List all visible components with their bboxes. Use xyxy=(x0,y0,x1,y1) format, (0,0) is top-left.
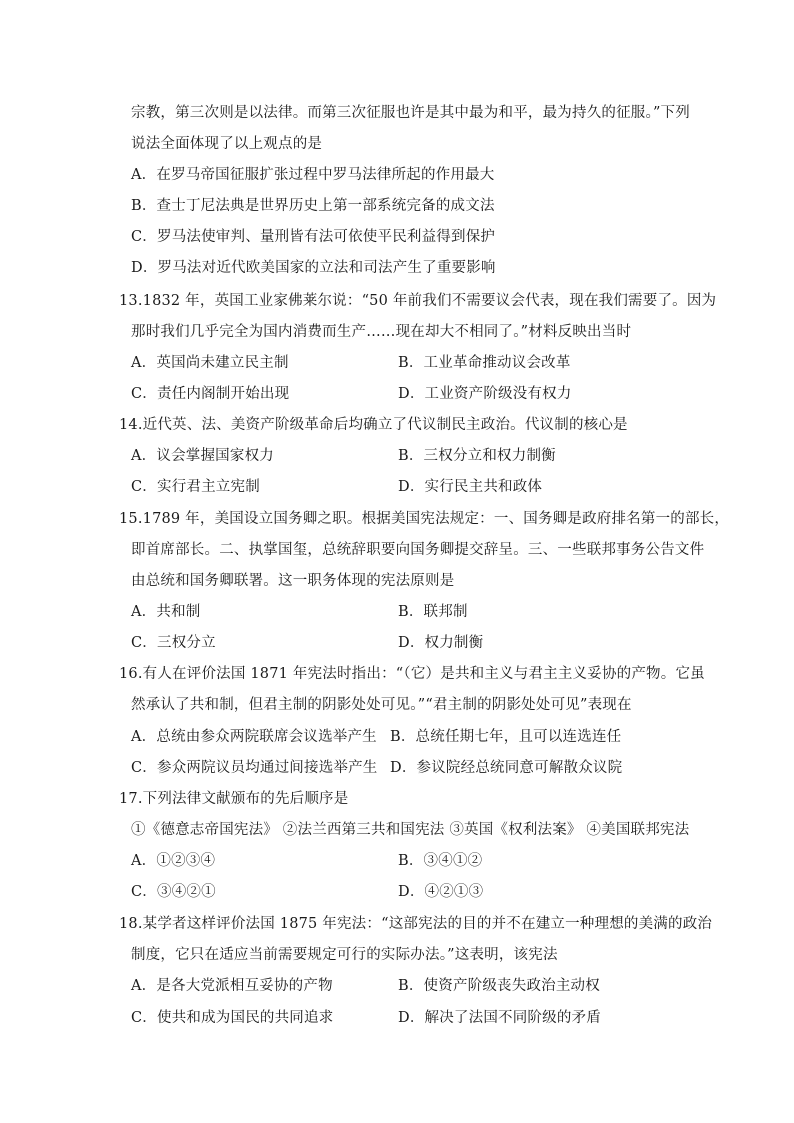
q14-stem-line-1: 14.近代英、法、美资产阶级革命后均确立了代议制民主政治。代议制的核心是 xyxy=(119,417,628,433)
q16-stem-line-2: 然承认了共和制，但君主制的阴影处处可见。”“君主制的阴影处处可见”表现在 xyxy=(131,697,632,713)
q16-option-a: A．总统由参众两院联席会议选举产生 xyxy=(131,729,377,745)
q17-option-c: C．③④②① xyxy=(131,884,216,900)
q13-stem-line-1: 13.1832 年，英国工业家佛莱尔说：“50 年前我们不需要议会代表，现在我们需要了。因为 xyxy=(119,293,717,309)
q13-option-c: C．责任内阁制开始出现 xyxy=(131,386,290,402)
q15-option-a: A．共和制 xyxy=(131,604,201,620)
q15-option-b: B．联邦制 xyxy=(398,604,468,620)
q17-option-a: A．①②③④ xyxy=(131,853,216,869)
q16-stem-line-1: 16.有人在评价法国 1871 年宪法时指出：“（它）是共和主义与君主主义妥协的产物。它虽 xyxy=(119,666,705,682)
q16-option-c: C．参众两院议员均通过间接选举产生 xyxy=(131,760,378,776)
q18-option-c: C．使共和成为国民的共同追求 xyxy=(131,1010,334,1026)
q14-option-c: C．实行君主立宪制 xyxy=(131,479,260,495)
q15-stem-line-3: 由总统和国务卿联署。这一职务体现的宪法原则是 xyxy=(131,573,455,589)
q15-option-c: C．三权分立 xyxy=(131,635,216,651)
intro-line-1: 宗教，第三次则是以法律。而第三次征服也许是其中最为和平，最为持久的征服。”下列 xyxy=(131,105,690,121)
q18-option-a: A．是各大党派相互妥协的产物 xyxy=(131,978,333,994)
q18-stem-line-2: 制度，它只在适应当前需要规定可行的实际办法。”这表明，该宪法 xyxy=(131,947,558,963)
q18-stem-line-1: 18.某学者这样评价法国 1875 年宪法：“这部宪法的目的并不在建立一种理想的美满的政治 xyxy=(119,916,713,932)
q15-stem-line-1: 15.1789 年，美国设立国务卿之职。根据美国宪法规定：一、国务卿是政府排名第一的部长， xyxy=(119,511,730,527)
q12-option-a: A．在罗马帝国征服扩张过程中罗马法律所起的作用最大 xyxy=(131,167,495,183)
q13-option-a: A．英国尚未建立民主制 xyxy=(131,355,289,371)
q13-stem-line-2: 那时我们几乎完全为国内消费而生产……现在却大不相同了。”材料反映出当时 xyxy=(131,324,632,340)
q13-option-b: B．工业革命推动议会改革 xyxy=(398,355,571,371)
q16-option-b: B．总统任期七年，且可以连选连任 xyxy=(390,729,622,745)
q18-option-d: D．解决了法国不同阶级的矛盾 xyxy=(398,1010,601,1026)
q15-stem-line-2: 即首席部长。二、执掌国玺，总统辞职要向国务卿提交辞呈。三、一些联邦事务公告文件 xyxy=(131,542,705,558)
q15-option-d: D．权力制衡 xyxy=(398,635,484,651)
q14-option-d: D．实行民主共和政体 xyxy=(398,479,543,495)
q17-option-b: B．③④①② xyxy=(398,853,483,869)
q12-option-c: C．罗马法使审判、量刑皆有法可依使平民利益得到保护 xyxy=(131,229,496,245)
intro-line-2: 说法全面体现了以上观点的是 xyxy=(131,136,323,152)
q17-option-d: D．④②①③ xyxy=(398,884,484,900)
q12-option-b: B．查士丁尼法典是世界历史上第一部系统完备的成文法 xyxy=(131,198,495,214)
q18-option-b: B．使资产阶级丧失政治主动权 xyxy=(398,978,600,994)
q17-stem-line-1: 17.下列法律文献颁布的先后顺序是 xyxy=(119,791,349,807)
q17-stem-line-2: ①《德意志帝国宪法》 ②法兰西第三共和国宪法 ③英国《权利法案》 ④美国联邦宪法 xyxy=(131,822,690,838)
q16-option-d: D．参议院经总统同意可解散众议院 xyxy=(390,760,623,776)
q14-option-b: B．三权分立和权力制衡 xyxy=(398,448,556,464)
q13-option-d: D．工业资产阶级没有权力 xyxy=(398,386,572,402)
q12-option-d: D．罗马法对近代欧美国家的立法和司法产生了重要影响 xyxy=(131,260,496,276)
q14-option-a: A．议会掌握国家权力 xyxy=(131,448,274,464)
